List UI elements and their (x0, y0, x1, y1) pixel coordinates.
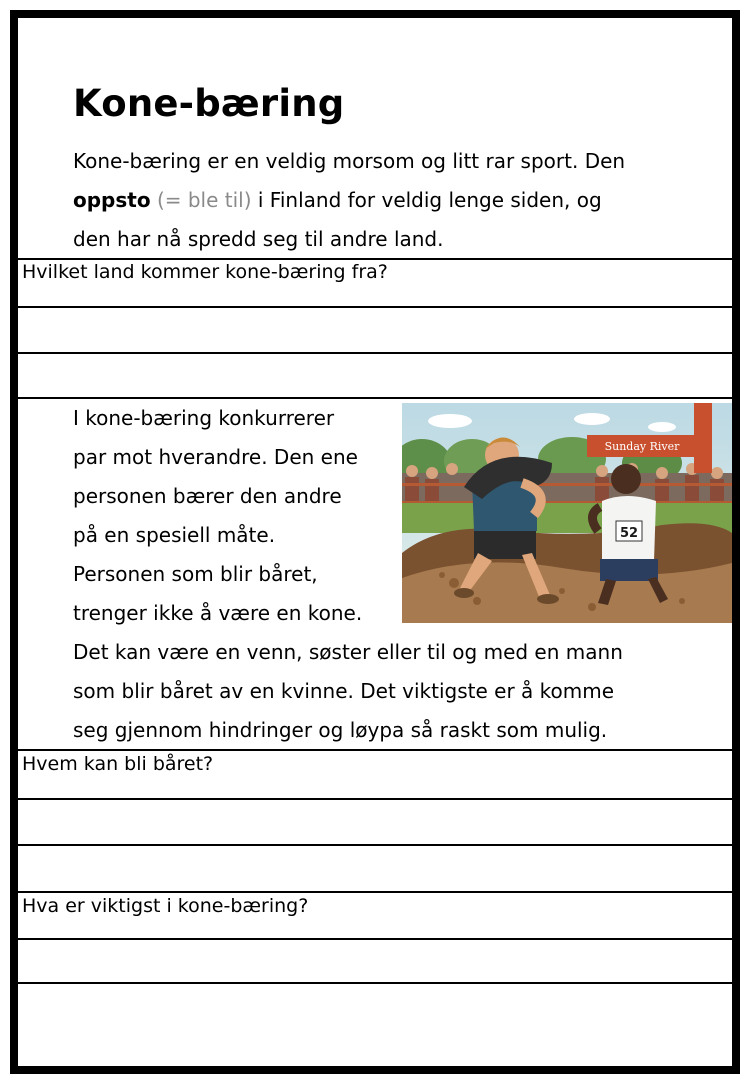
intro-line-1: Kone-bæring er en veldig morsom og litt rar sport. Den (73, 149, 626, 173)
divider-line (18, 891, 732, 893)
worksheet-frame (10, 10, 740, 1074)
divider-line (18, 258, 732, 260)
section-2-line: personen bærer den andre (73, 484, 342, 508)
answer-line[interactable] (18, 306, 732, 308)
section-2-line: Det kan være en venn, søster eller til og med en mann (73, 640, 623, 664)
section-2-line: trenger ikke å være en kone. (73, 601, 363, 625)
wife-carrying-illustration (402, 403, 732, 623)
section-2-line: I kone-bæring konkurrerer (73, 406, 335, 430)
answer-line[interactable] (18, 352, 732, 354)
question-2: Hvem kan bli båret? (22, 753, 214, 775)
question-3: Hva er viktigst i kone-bæring? (22, 895, 309, 917)
answer-line[interactable] (18, 798, 732, 800)
intro-line-2: i Finland for veldig lenge siden, og (257, 188, 602, 212)
divider-line (18, 749, 732, 751)
banner-text: Sunday River (604, 440, 680, 453)
intro-gloss: (= ble til) (156, 188, 252, 212)
answer-line[interactable] (18, 938, 732, 940)
intro-paragraph (73, 142, 625, 259)
section-2-line: par mot hverandre. Den ene (73, 445, 358, 469)
section-2-line: på en spesiell måte. (73, 523, 276, 547)
page-title: Kone-bæring (73, 82, 345, 125)
bib-number: 52 (619, 526, 639, 541)
section-2-line: seg gjennom hindringer og løypa så raskt som mulig. (73, 718, 608, 742)
section-2-line: som blir båret av en kvinne. Det viktigste er å komme (73, 679, 615, 703)
section-2-line: Personen som blir båret, (73, 562, 318, 586)
answer-line[interactable] (18, 844, 732, 846)
intro-line-3: den har nå spredd seg til andre land. (73, 227, 444, 251)
question-1: Hvilket land kommer kone-bæring fra? (22, 261, 388, 283)
answer-line[interactable] (18, 982, 732, 984)
intro-bold-word: oppsto (73, 188, 151, 212)
